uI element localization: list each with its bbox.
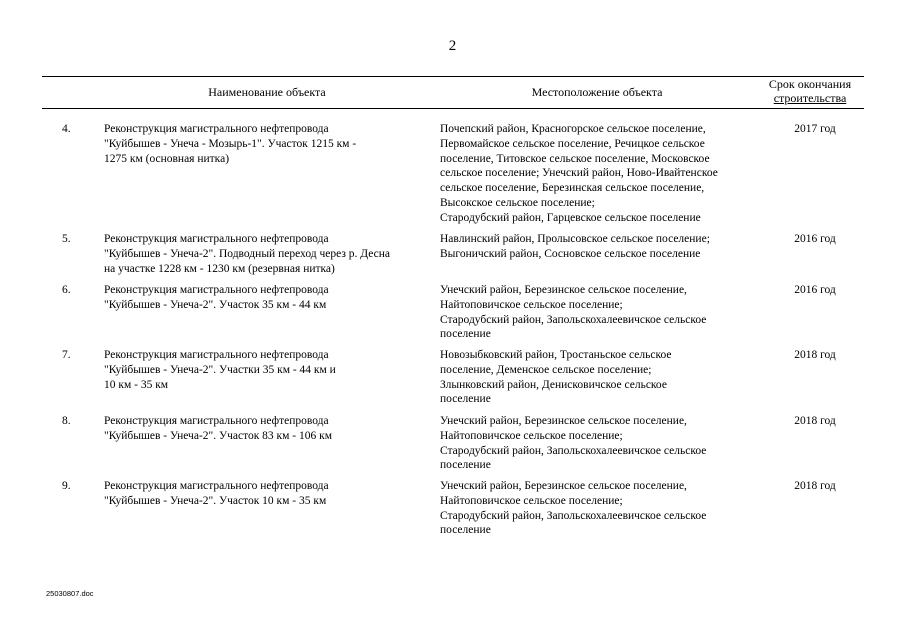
completion-year: 2018 год <box>794 480 836 492</box>
document-filename: 25030807.doc <box>46 589 94 598</box>
object-location-line: сельское поселение; Унечский район, Ново-Ивайтенское <box>440 167 718 180</box>
object-location-line: Навлинский район, Пролысовское сельское поселение; <box>440 233 710 245</box>
completion-year: 2018 год <box>794 415 836 427</box>
object-name-line: Реконструкция магистрального нефтепровода <box>104 415 329 427</box>
object-location-line: поселение, Титовское сельское поселение, Московское <box>440 152 710 165</box>
object-name <box>104 283 404 313</box>
row-number: 4. <box>62 123 71 135</box>
row-number: 6. <box>62 284 71 296</box>
object-location-line: Первомайское сельское поселение, Речицкое сельское <box>440 137 705 150</box>
object-location <box>440 283 760 342</box>
object-location-line: поселение, Деменское сельское поселение; <box>440 363 652 376</box>
object-location-line: Выгоничский район, Сосновское сельское поселение <box>440 247 701 260</box>
object-name-line: "Куйбышев - Унеча - Мозырь-1". Участок 1215 км - <box>104 137 357 150</box>
header-object-location: Местоположение объекта <box>531 85 663 99</box>
completion-year: 2018 год <box>794 349 836 361</box>
object-location-line: Найтоповичское сельское поселение; <box>440 298 623 311</box>
object-name-line: Реконструкция магистрального нефтепровода <box>104 284 329 296</box>
object-name <box>104 122 404 166</box>
object-name <box>104 479 404 509</box>
header-term-line2: строительства <box>773 91 847 105</box>
object-name-line: 1275 км (основная нитка) <box>104 152 230 165</box>
object-location-line: Новозыбковский район, Тростаньское сельское <box>440 349 672 361</box>
object-name-line: Реконструкция магистрального нефтепровода <box>104 123 329 135</box>
object-name <box>104 348 404 392</box>
object-location-line: Унечский район, Березинское сельское поселение, <box>440 415 687 427</box>
object-location <box>440 414 760 473</box>
object-name-line: Реконструкция магистрального нефтепровода <box>104 233 329 245</box>
object-location-line: Стародубский район, Запольскохалеевичское сельское <box>440 509 707 522</box>
row-number: 9. <box>62 480 71 492</box>
object-location-line: Высокское сельское поселение; <box>440 196 595 209</box>
page-number: 2 <box>448 38 457 54</box>
object-location-line: Найтоповичское сельское поселение; <box>440 494 623 507</box>
object-name <box>104 414 404 444</box>
object-location <box>440 348 760 407</box>
object-name-line: на участке 1228 км - 1230 км (резервная нитка) <box>104 262 335 275</box>
table-header <box>42 76 864 109</box>
object-location <box>440 232 760 262</box>
object-name-line: "Куйбышев - Унеча-2". Участки 35 км - 44 км и <box>104 363 336 376</box>
object-location-line: Стародубский район, Запольскохалеевичское сельское <box>440 444 707 457</box>
object-location-line: Почепский район, Красногорское сельское поселение, <box>440 123 706 135</box>
object-location-line: Стародубский район, Гарцевское сельское поселение <box>440 211 701 224</box>
object-name-line: 10 км - 35 км <box>104 378 169 391</box>
header-completion-term <box>754 77 866 105</box>
object-location-line: Унечский район, Березинское сельское поселение, <box>440 480 687 492</box>
object-name-line: "Куйбышев - Унеча-2". Участок 83 км - 106 км <box>104 429 332 442</box>
object-location <box>440 479 760 538</box>
row-number: 8. <box>62 415 71 427</box>
object-location-line: поселение <box>440 524 491 537</box>
object-location <box>440 122 760 226</box>
object-location-line: поселение <box>440 393 491 406</box>
object-location-line: Найтоповичское сельское поселение; <box>440 429 623 442</box>
object-name-line: "Куйбышев - Унеча-2". Участок 35 км - 44 км <box>104 298 327 311</box>
header-object-name: Наименование объекта <box>208 85 326 99</box>
object-location-line: Злынковский район, Денисковичское сельское <box>440 378 667 391</box>
completion-year: 2017 год <box>794 123 836 135</box>
completion-year: 2016 год <box>794 284 836 296</box>
object-name-line: "Куйбышев - Унеча-2". Участок 10 км - 35 км <box>104 494 327 507</box>
completion-year: 2016 год <box>794 233 836 245</box>
object-name <box>104 232 404 276</box>
object-location-line: Унечский район, Березинское сельское поселение, <box>440 284 687 296</box>
row-number: 5. <box>62 233 71 245</box>
object-name-line: Реконструкция магистрального нефтепровода <box>104 480 329 492</box>
row-number: 7. <box>62 349 71 361</box>
object-location-line: сельское поселение, Березинская сельское поселение, <box>440 182 705 195</box>
header-term-line1: Срок окончания <box>768 77 852 91</box>
object-location-line: поселение <box>440 328 491 341</box>
object-name-line: "Куйбышев - Унеча-2". Подводный переход через р. Десна <box>104 247 391 260</box>
object-location-line: поселение <box>440 459 491 472</box>
object-name-line: Реконструкция магистрального нефтепровода <box>104 349 329 361</box>
object-location-line: Стародубский район, Запольскохалеевичское сельское <box>440 313 707 326</box>
